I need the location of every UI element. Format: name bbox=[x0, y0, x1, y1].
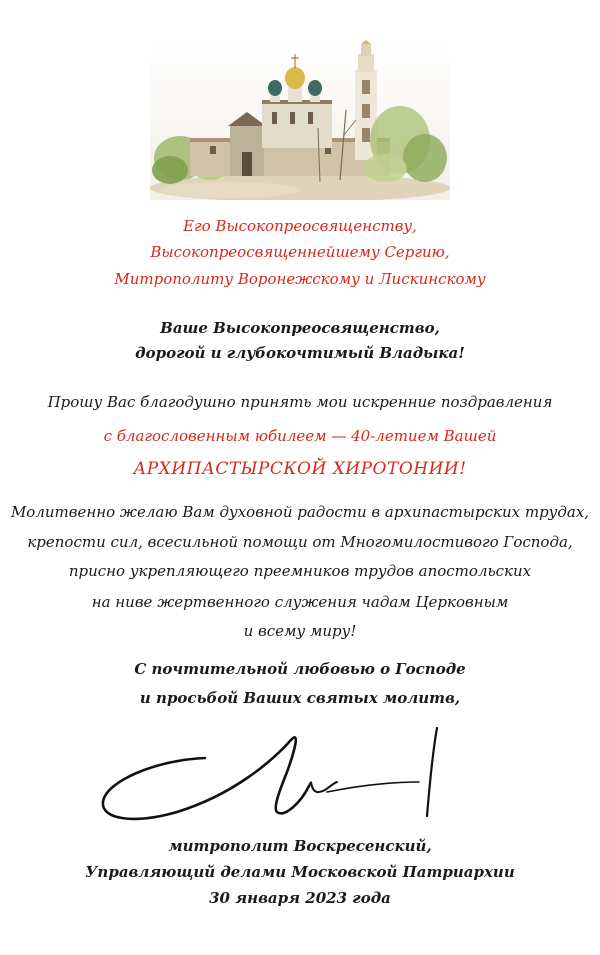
handwritten-signature bbox=[95, 720, 455, 830]
wishes-line-5: и всему миру! bbox=[243, 622, 357, 640]
wishes-line-4: на ниве жертвенного служения чадам Церковным bbox=[91, 593, 509, 611]
closing-line-2: и просьбой Ваших святых молитв, bbox=[139, 689, 461, 707]
wishes-line-1: Молитвенно желаю Вам духовной радости в архипастырских трудах, bbox=[10, 503, 590, 521]
wishes-line-3: присно укрепляющего преемников трудов апостольских bbox=[68, 562, 532, 580]
letter-date: 30 января 2023 года bbox=[209, 889, 391, 907]
salutation-line-1: Ваше Высокопреосвященство, bbox=[160, 319, 440, 337]
addressee-line-3: Митрополиту Воронежскому и Лискинскому bbox=[114, 270, 486, 288]
addressee-line-2: Высокопреосвященнейшему Сергию, bbox=[150, 243, 450, 261]
closing-line-1: С почтительной любовью о Господе bbox=[134, 660, 466, 678]
sender-position: Управляющий делами Московской Патриархии bbox=[85, 863, 515, 881]
addressee-line-1: Его Высокопреосвященству, bbox=[183, 217, 417, 235]
wishes-line-2: крепости сил, всесильной помощи от Многомилостивого Господа, bbox=[27, 533, 573, 551]
salutation-line-2: дорогой и глубокочтимый Владыка! bbox=[135, 344, 465, 362]
congrats-line-3: АРХИПАСТЫРСКОЙ ХИРОТОНИИ! bbox=[133, 459, 467, 479]
sender-title: митрополит Воскресенский, bbox=[168, 837, 432, 855]
congrats-line-2: с благословенным юбилеем — 40-летием Вашей bbox=[103, 427, 497, 445]
monastery-illustration bbox=[150, 40, 450, 200]
congrats-line-1: Прошу Вас благодушно принять мои искренние поздравления bbox=[47, 393, 553, 411]
